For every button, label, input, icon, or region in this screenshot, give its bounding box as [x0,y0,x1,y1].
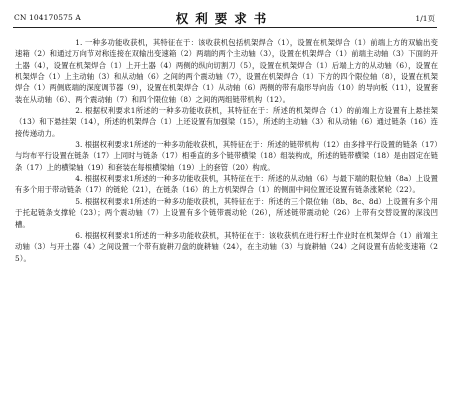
claim-2: 2. 根据权利要求1所述的一种多功能收获机，其特征在于：所述的机架焊合（1）的前端上方设置有上悬挂架（13）和下悬挂架（14），所述的机架焊合（1）上还设置有加强梁（15），所述的主动轴（3）和从动轴（6）通过链条（16）连接传递动力。 [15,106,438,138]
claim-1: 1. 一种多功能收获机，其特征在于：该收获机包括机架焊合（1），设置在机架焊合（1）前端上方的双输出变速箱（2）和通过万向节对称连接在双输出变速箱（2）两端的两个主动轴（3），设置在机架焊合（1）前端主动轴（3）下面的开土器（4），设置在机架焊合（1）上开土器（4）两侧的纵向切割刀（5），设置在机架焊合（1）后端上方的从动轴（6），设置在机架焊合（1）上主动轴（3）和从动轴（6）之间的两个震动轴（7），设置在机架焊合（1）下方的四个限位轴（8），设置在机架焊合（1）两侧底端的深度调节器（9），设置在机架焊合（1）从动轴（6）两侧的带有扇形导向齿（10）的导向板（11），设置套装在从动轴（6）、两个震动轴（7）和四个限位轴（8）之间的两组链带机构（12）。 [15,38,438,104]
claim-3: 3. 根据权利要求1所述的一种多功能收获机，其特征在于：所述的链带机构（12）由多排平行设置的链条（17）与均布平行设置在链条（17）上同时与链条（17）相垂直的多个链带横梁（18）组装构成，所述的链带横梁（18）是由固定在链条（17）上的横梁轴（19）和套装在每根横梁轴（19）上的套管（20）构成。 [15,140,438,172]
publication-number: CN 104170575 A [14,13,81,22]
claim-6: 6. 根据权利要求1所述的一种多功能收获机，其特征在于：该收获机在进行籽土作业时在机架焊合（1）前端主动轴（3）与开土器（4）之间设置一个带有旋耕刀盘的旋耕轴（24），在主动轴（3）与旋耕轴（24）之间设置有齿轮变速箱（25）。 [15,230,438,263]
document-title: 权利要求书 [175,11,274,26]
page-header [14,5,435,27]
header-divider [13,27,437,28]
claims-body [15,37,438,264]
page-number: 1/1页 [415,14,435,23]
claim-4: 4. 根据权利要求1所述的一种多功能收获机，其特征在于：所述的从动轴（6）与最下端的限位轴（8a）上设置有多个用于带动链条（17）的链轮（21），在链条（16）的上方机架焊合（1）的侧面中间位置还设置有链条涨紧轮（22）。 [15,174,438,195]
claim-5: 5. 根据权利要求1所述的一种多功能收获机，其特征在于：所述的三个限位轴（8b、8c、8d）上设置有多个用于托起链条支撑轮（23）；两个震动轴（7）上设置有多个链带震动轮（26），所述链带震动轮（26）上带有交替设置的深浅凹槽。 [15,196,438,229]
